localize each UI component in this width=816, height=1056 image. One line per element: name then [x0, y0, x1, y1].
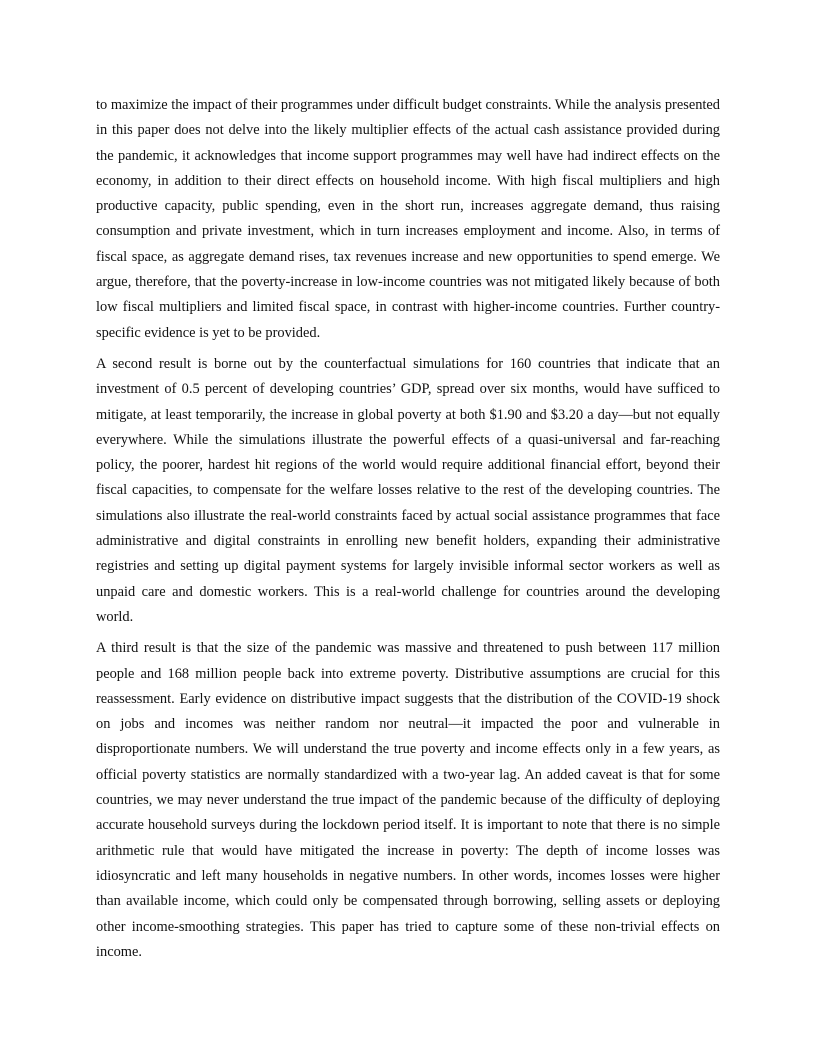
paragraph-3: A third result is that the size of the pandemic was massive and threatened to push between 117 million people and 168 million people back into extreme poverty. Distributive assumptions are crucial for this reassessment. Early evidence on distributive impact suggests that the distribution of the COVID-19 shock on jobs and incomes was neither random nor neutral—it impacted the poor and vulnerable in disproportionate numbers. We will understand the true poverty and income effects only in a few years, as official poverty statistics are normally standardized with a two-year lag. An added caveat is that for some countries, we may never understand the true impact of the pandemic because of the difficulty of deploying accurate household surveys during the lockdown period itself. It is important to note that there is no simple arithmetic rule that would have mitigated the increase in poverty: The depth of income losses was idiosyncratic and left many households in negative numbers. In other words, incomes losses were higher than available income, which could only be compensated through borrowing, selling assets or deploying other income-smoothing strategies. This paper has tried to capture some of these non-trivial effects on income.: [96, 640, 720, 960]
paragraph-2: A second result is borne out by the counterfactual simulations for 160 countries that indicate that an investment of 0.5 percent of developing countries’ GDP, spread over six months, would have sufficed to mitigate, at least temporarily, the increase in global poverty at both $1.90 and $3.20 a day—but not equally everywhere. While the simulations illustrate the powerful effects of a quasi-universal and far-reaching policy, the poorer, hardest hit regions of the world would require additional financial effort, beyond their fiscal capacities, to compensate for the welfare losses relative to the rest of the developing countries. The simulations also illustrate the real-world constraints faced by actual social assistance programmes that face administrative and digital constraints in enrolling new benefit holders, expanding their administrative registries and setting up digital payment systems for largely invisible informal sector workers as well as unpaid care and domestic workers. This is a real-world challenge for countries around the developing world.: [96, 355, 720, 625]
page-body: [96, 93, 720, 971]
paragraph-1: to maximize the impact of their programmes under difficult budget constraints. While the analysis presented in this paper does not delve into the likely multiplier effects of the actual cash assistance provided during the pandemic, it acknowledges that income support programmes may well have had indirect effects on the economy, in addition to their direct effects on household income. With high fiscal multipliers and high productive capacity, public spending, even in the short run, increases aggregate demand, thus raising consumption and private investment, which in turn increases employment and income. Also, in terms of fiscal space, as aggregate demand rises, tax revenues increase and new opportunities to spend emerge. We argue, therefore, that the poverty-increase in low-income countries was not mitigated likely because of both low fiscal multipliers and limited fiscal space, in contrast with higher-income countries. Further country-specific evidence is yet to be provided.: [96, 97, 720, 341]
